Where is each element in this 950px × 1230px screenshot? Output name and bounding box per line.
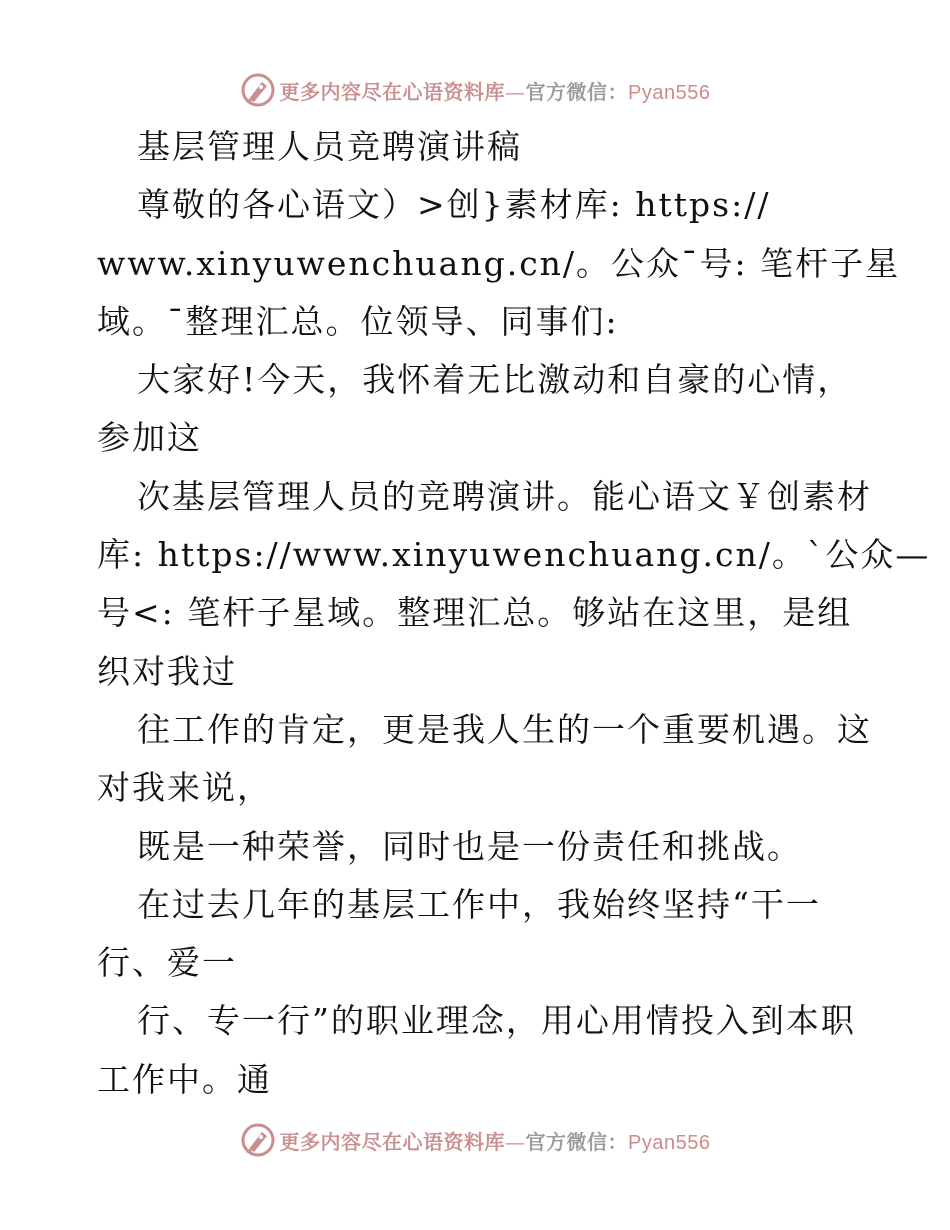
paragraph-line: 工作中。通: [97, 1059, 272, 1099]
paragraph-line: 行、专一行”的职业理念，用心用情投入到本职: [137, 1001, 856, 1041]
document-body: [97, 124, 931, 1115]
pen-nib-logo-icon: [240, 1122, 276, 1158]
paragraph-line: 参加这: [97, 418, 202, 458]
banner-wechat-id: Pyan556: [628, 1131, 711, 1154]
banner-wechat-id: Pyan556: [628, 81, 711, 104]
paragraph-line: 既是一种荣誉，同时也是一份责任和挑战。: [137, 826, 802, 866]
paragraph-line: 行、爱一: [97, 943, 237, 983]
document-title: 基层管理人员竞聘演讲稿: [137, 127, 522, 166]
paragraph-line: www.xinyuwenchuang.cn/。公众¯号: 笔杆子星: [97, 243, 901, 283]
paragraph-line: 往工作的肯定，更是我人生的一个重要机遇。这: [137, 709, 872, 749]
banner-wechat-label: 官方微信：: [525, 1129, 629, 1154]
paragraph-line: 大家好!今天，我怀着无比激动和自豪的心情，: [137, 360, 853, 400]
paragraph-line: 对我来说，: [97, 768, 272, 808]
footer-banner: [0, 1120, 950, 1160]
paragraph-line: 号<: 笔杆子星域。整理汇总。够站在这里，是组: [97, 593, 853, 633]
banner-text: [280, 1126, 711, 1155]
paragraph-line: 次基层管理人员的竞聘演讲。能心语文￥创素材: [137, 476, 872, 516]
banner-dash: —: [505, 79, 526, 104]
pen-nib-logo-icon: [240, 72, 276, 108]
header-banner: [0, 70, 950, 110]
paragraph-line: 尊敬的各心语文）>创}素材库: https://: [137, 185, 771, 225]
banner-wechat-label: 官方微信：: [525, 79, 629, 104]
banner-text: [280, 76, 711, 105]
paragraph-line: 织对我过: [97, 651, 237, 691]
banner-dash: —: [505, 1129, 526, 1154]
banner-slogan: 更多内容尽在心语资料库: [279, 1129, 506, 1154]
paragraph-line: 库: https://www.xinyuwenchuang.cn/。`公众—: [97, 535, 931, 575]
paragraph-line: 在过去几年的基层工作中，我始终坚持“干一: [137, 884, 821, 924]
paragraph-line: 域。¯整理汇总。位领导、同事们:: [97, 301, 619, 341]
banner-slogan: 更多内容尽在心语资料库: [279, 79, 506, 104]
